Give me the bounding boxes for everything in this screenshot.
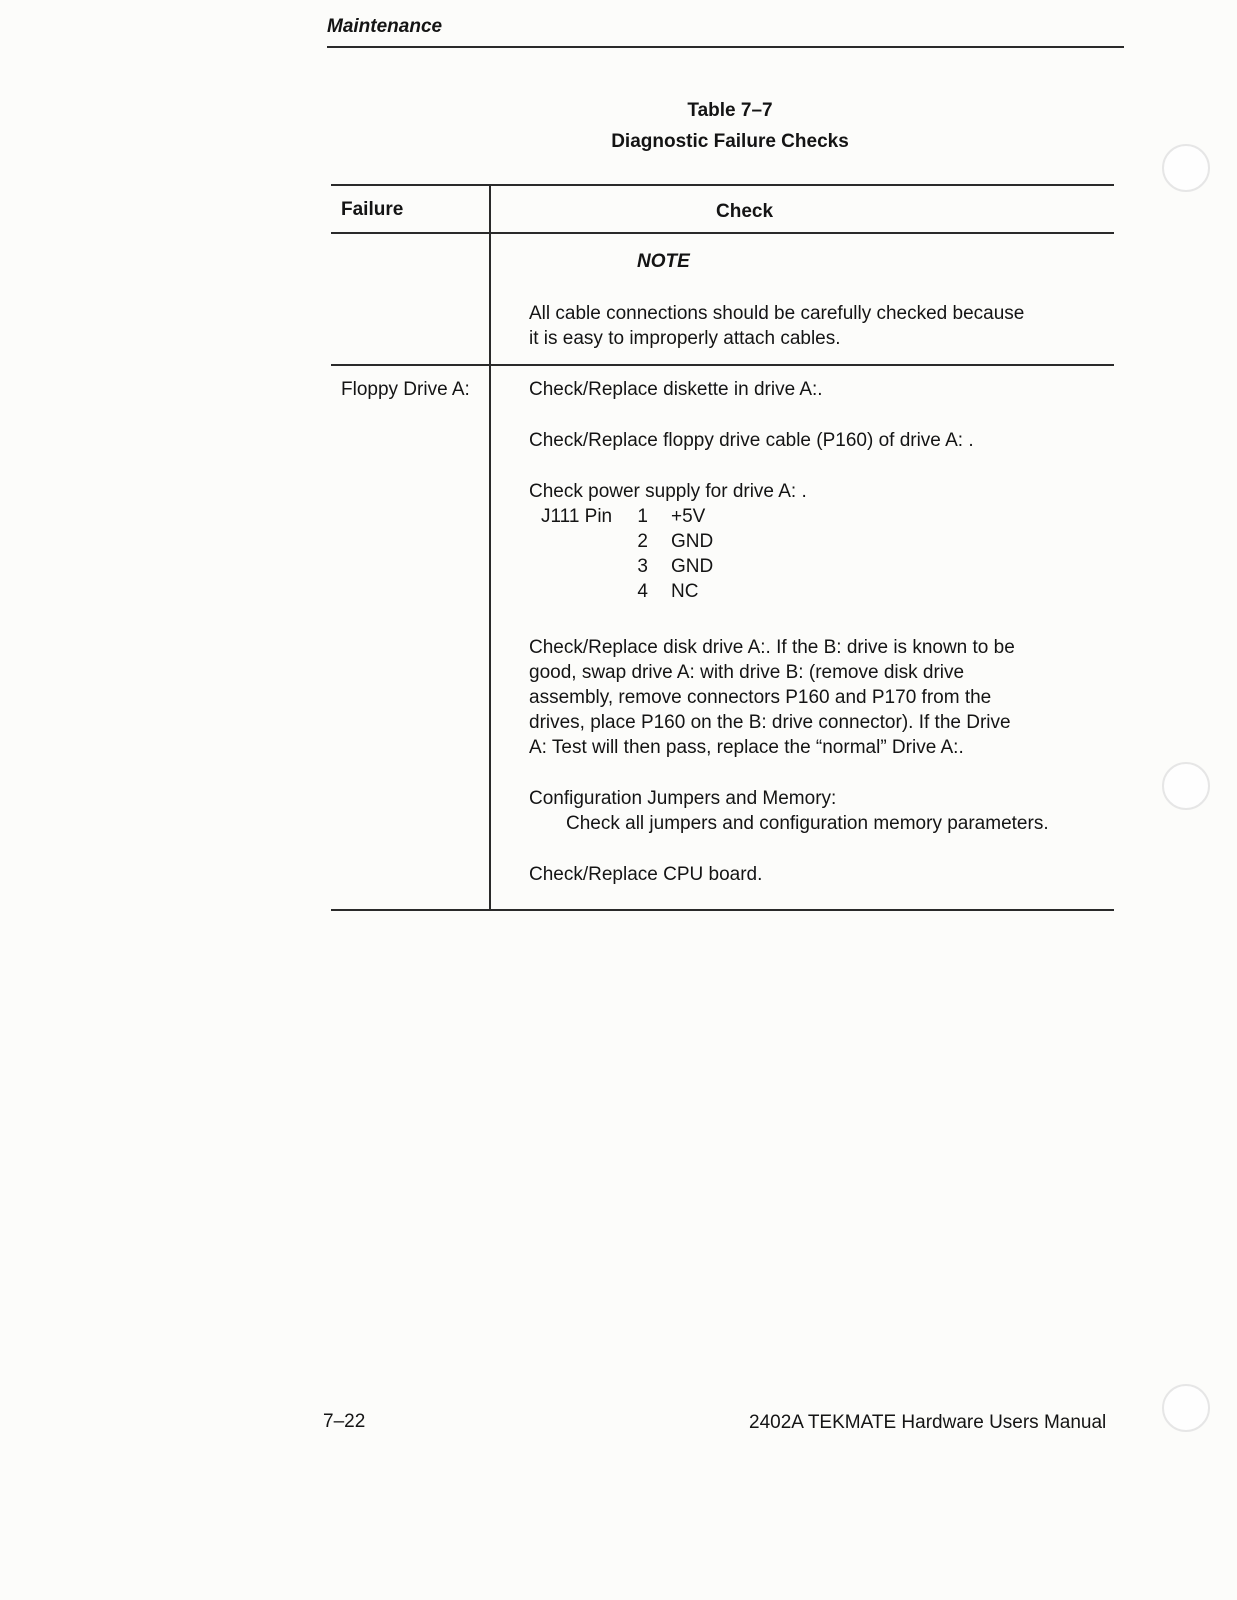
pin-signal: GND [671,556,714,577]
pin-number: 2 [637,531,648,552]
manual-title: 2402A TEKMATE Hardware Users Manual [749,1412,1107,1433]
note-text-line1: All cable connections should be carefully checked because [529,303,1025,324]
failure-floppy-drive-a: Floppy Drive A: [341,379,470,400]
check-disk-drive-line3: assembly, remove connectors P160 and P170 from the [529,687,992,708]
check-config-heading: Configuration Jumpers and Memory: [529,788,837,809]
check-config-detail: Check all jumpers and configuration memory parameters. [566,813,1049,834]
check-floppy-cable: Check/Replace floppy drive cable (P160) of drive A: . [529,430,974,451]
page-number: 7–22 [323,1411,366,1432]
check-disk-drive-line4: drives, place P160 on the B: drive connector). If the Drive [529,712,1011,733]
table-title: Diagnostic Failure Checks [611,131,849,152]
binder-hole [1162,144,1210,192]
check-power-supply: Check power supply for drive A: . [529,481,807,502]
pin-signal: +5V [671,506,706,527]
binder-hole [1162,762,1210,810]
pin-number: 4 [637,581,648,602]
check-disk-drive-line2: good, swap drive A: with drive B: (remove disk drive [529,662,965,683]
column-header-failure: Failure [341,199,404,220]
binder-hole [1162,1384,1210,1432]
check-cpu-board: Check/Replace CPU board. [529,864,763,885]
check-diskette: Check/Replace diskette in drive A:. [529,379,823,400]
pin-label: J111 Pin [541,506,613,527]
note-heading: NOTE [637,251,690,272]
check-disk-drive-line5: A: Test will then pass, replace the “normal” Drive A:. [529,737,964,758]
table-note-rule [331,364,1114,366]
pin-number: 3 [637,556,648,577]
pin-signal: GND [671,531,714,552]
column-header-check: Check [716,201,774,222]
table-bottom-rule [331,909,1114,911]
table-top-rule [331,184,1114,186]
pin-number: 1 [637,506,648,527]
note-text-line2: it is easy to improperly attach cables. [529,328,841,349]
table-number: Table 7–7 [687,100,773,121]
table-header-rule [331,232,1114,234]
header-rule [327,46,1124,48]
pin-signal: NC [671,581,699,602]
table-column-divider [489,184,491,911]
check-disk-drive-line1: Check/Replace disk drive A:. If the B: drive is known to be [529,637,1015,658]
section-header: Maintenance [327,16,443,37]
